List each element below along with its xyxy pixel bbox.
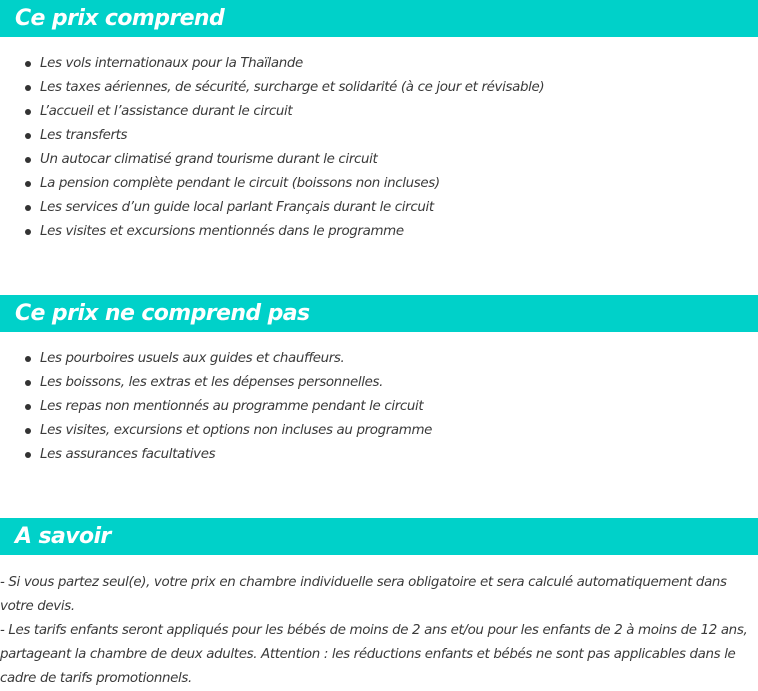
list-item (0, 347, 432, 371)
bullet-icon (25, 229, 31, 235)
bullet-icon (25, 428, 31, 434)
included-list (0, 52, 544, 244)
list-item-text: L’accueil et l’assistance durant le circuit (40, 104, 293, 119)
list-item (0, 443, 432, 467)
section-title-good-to-know: A savoir (0, 518, 758, 555)
list-item-text: Les vols internationaux pour la Thaïlande (40, 56, 303, 71)
bullet-icon (25, 452, 31, 458)
not-included-list (0, 347, 432, 467)
bullet-icon (25, 205, 31, 211)
list-item (0, 172, 544, 196)
list-item (0, 395, 432, 419)
list-item-text: Les repas non mentionnés au programme pendant le circuit (40, 399, 424, 414)
bullet-icon (25, 133, 31, 139)
list-item-text: Les pourboires usuels aux guides et chauffeurs. (40, 351, 345, 366)
list-item (0, 52, 544, 76)
good-to-know-text (0, 571, 758, 691)
bullet-icon (25, 404, 31, 410)
list-item-text: Les visites, excursions et options non incluses au programme (40, 423, 433, 438)
list-item (0, 100, 544, 124)
good-to-know-paragraph: - Si vous partez seul(e), votre prix en chambre individuelle sera obligatoire et sera calculé automatiquement dans votre devis. (0, 575, 727, 614)
list-item-text: Les taxes aériennes, de sécurité, surcharge et solidarité (à ce jour et révisable) (40, 80, 545, 95)
list-item-text: Les visites et excursions mentionnés dans le programme (40, 224, 404, 239)
list-item-text: La pension complète pendant le circuit (boissons non incluses) (40, 176, 440, 191)
list-item-text: Les services d’un guide local parlant Français durant le circuit (40, 200, 434, 215)
list-item-text: Les assurances facultatives (40, 447, 216, 462)
list-item (0, 371, 432, 395)
list-item-text: Un autocar climatisé grand tourisme durant le circuit (40, 152, 378, 167)
list-item (0, 124, 544, 148)
list-item (0, 220, 544, 244)
bullet-icon (25, 157, 31, 163)
list-item-text: Les boissons, les extras et les dépenses personnelles. (40, 375, 384, 390)
section-title-included: Ce prix comprend (0, 0, 758, 37)
list-item (0, 196, 544, 220)
list-item (0, 148, 544, 172)
list-item-text: Les transferts (40, 128, 128, 143)
bullet-icon (25, 380, 31, 386)
bullet-icon (25, 181, 31, 187)
bullet-icon (25, 61, 31, 67)
section-title-not-included: Ce prix ne comprend pas (0, 295, 758, 332)
good-to-know-paragraph: - Les tarifs enfants seront appliqués pour les bébés de moins de 2 ans et/ou pour les enfants de 2 à moins de 12 ans, partageant la chambre de deux adultes. Attention : les réductions enfants et bébés ne sont pas applicables dans le cadre de tarifs promotionnels. (0, 623, 748, 686)
bullet-icon (25, 85, 31, 91)
list-item (0, 76, 544, 100)
list-item (0, 419, 432, 443)
bullet-icon (25, 109, 31, 115)
bullet-icon (25, 356, 31, 362)
